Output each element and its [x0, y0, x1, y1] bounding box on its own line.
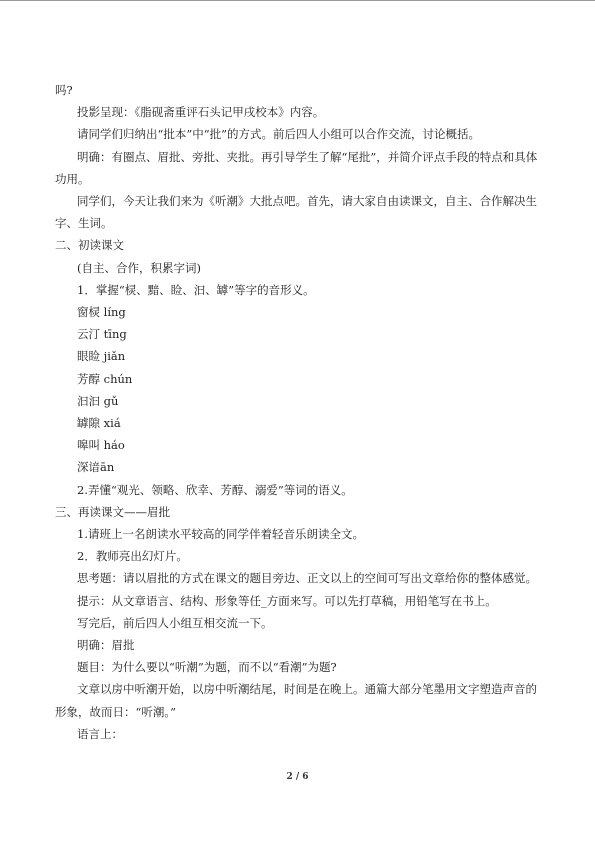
- paragraph: 罅隙 xiá: [77, 416, 121, 431]
- paragraph: (自主、合作，积累字词): [77, 260, 201, 275]
- paragraph: 投影呈现：《脂砚斋重评石头记甲戌校本》内容。: [77, 105, 325, 120]
- paragraph: 深谙ān: [77, 460, 115, 475]
- paragraph: 眼睑 jiǎn: [77, 349, 126, 364]
- paragraph: 嗥叫 háo: [77, 438, 125, 453]
- paragraph: 题目：为什么要以“听潮”为题，而不以“看潮”为题?: [77, 660, 337, 675]
- paragraph: 提示：从文章语言、结构、形象等任_方面来写。可以先打草稿，用铅笔写在书上。: [77, 593, 497, 608]
- paragraph: 写完后，前后四人小组互相交流一下。: [77, 615, 273, 630]
- page-number: 2 / 6: [286, 772, 309, 782]
- paragraph: 2.弄懂“观光、领略、欣幸、芳醇、溺爱”等词的语义。: [77, 482, 353, 497]
- document-body: [55, 79, 545, 745]
- paragraph: 1.请班上一名朗读水平较高的同学伴着轻音乐朗读全文。: [77, 527, 364, 542]
- paragraph: 明确：眉批: [77, 638, 135, 653]
- paragraph: 云汀 tīng: [77, 327, 127, 342]
- paragraph: 1．掌握“棂、黯、睑、汩、罅”等字的音形义。: [77, 282, 315, 297]
- paragraph: 思考题：请以眉批的方式在课文的题目旁边、正文以上的空间可写出文章给你的整体感觉。: [77, 571, 537, 586]
- paragraph: 二、初读课文: [55, 238, 124, 253]
- paragraph: 明确：有圈点、眉批、旁批、夹批。再引导学生了解“尾批”，并简介评点手段的特点和具体功用。: [55, 149, 538, 186]
- header-rule: [0, 0, 595, 1]
- paragraph: 请同学们归纳出“批本”中“批”的方式。前后四人小组可以合作交流，讨论概括。: [77, 127, 481, 142]
- paragraph: 文章以房中听潮开始，以房中听潮结尾，时间是在晚上。通篇大部分笔墨用文字塑造声音的形象，故而日：“听潮。”: [55, 682, 537, 719]
- paragraph: 三、再读课文——眉批: [55, 504, 170, 519]
- paragraph: 同学们，今天让我们来为《听潮》大批点吧。首先，请大家自由读课文，自主、合作解决生字、生词。: [55, 194, 537, 231]
- paragraph: 汩汩 gǔ: [77, 393, 119, 408]
- paragraph: 2．教师亮出幻灯片。: [77, 549, 188, 564]
- paragraph: 吗?: [55, 83, 73, 97]
- paragraph: 窗棂 líng: [77, 305, 126, 320]
- paragraph: 语言上：: [77, 726, 123, 741]
- paragraph: 芳醇 chún: [77, 371, 133, 386]
